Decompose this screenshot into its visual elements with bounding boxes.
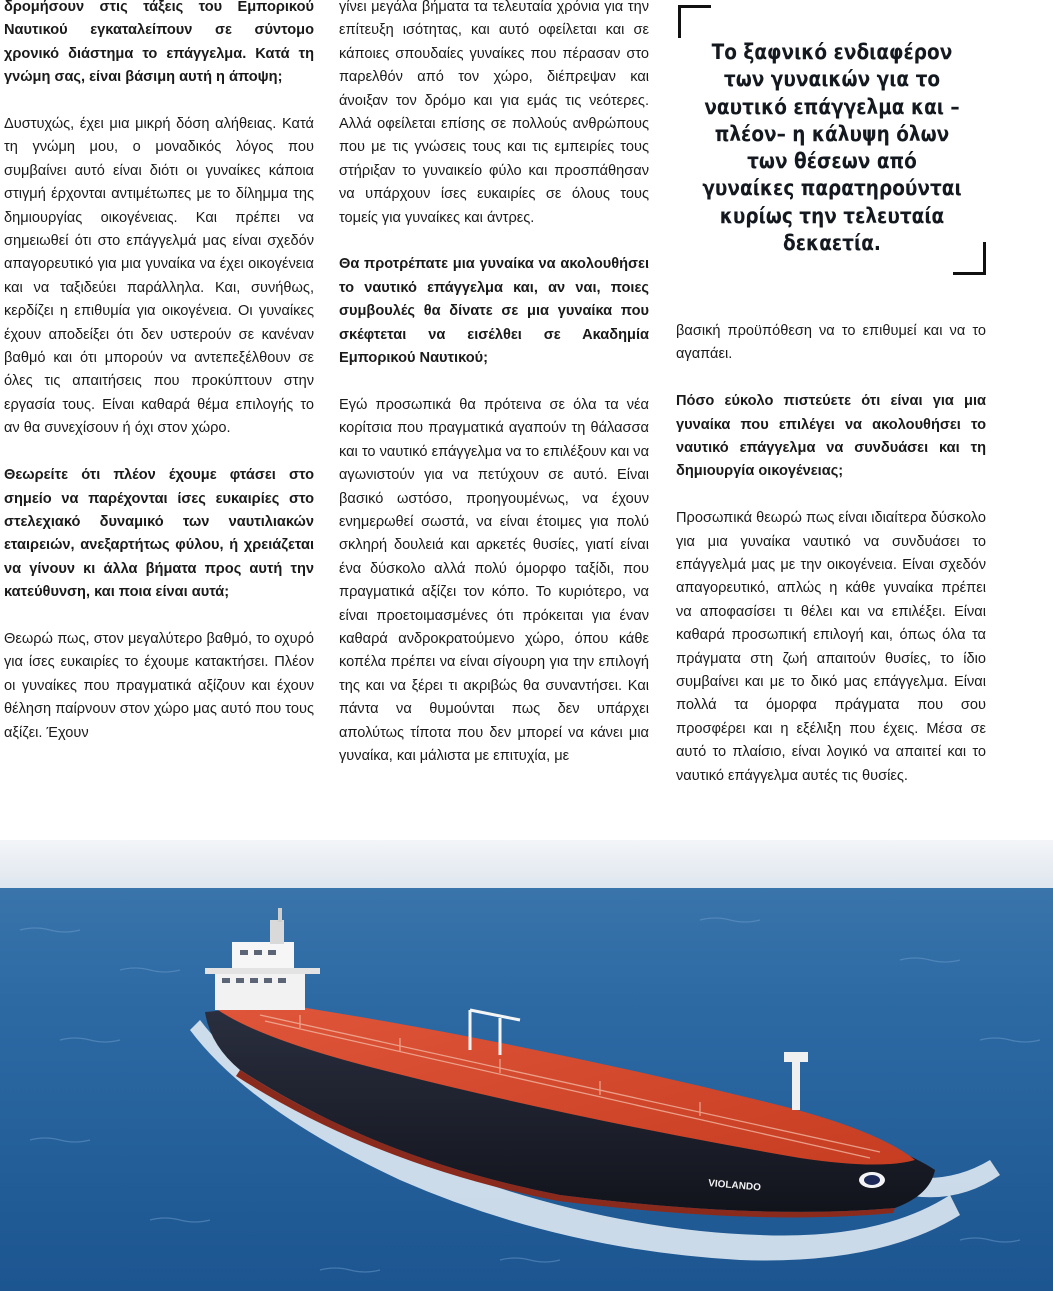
- interview-question: Θα προτρέπατε μια γυναίκα να ακολουθήσει το ναυτικό επάγγελμα και, αν ναι, ποιες συμβουλές θα δίνατε σε μια γυναίκα που σκέφτεται να εισέλθει σε Ακαδημία Εμπορικού Ναυτικού;: [339, 256, 649, 367]
- quote-corner-bottom-right: [953, 242, 986, 275]
- interview-answer: Προσωπικά θεωρώ πως είναι ιδιαίτερα δύσκολο για μια γυναίκα ναυτικό να συνδυάσει το επάγγελμά μας με την οικογένεια. Είναι σχεδόν απαγορευτικό, απλώς η κάθε γυναίκα πρέπει να αποφασίσει τι θέλει και να επιλέξει. Είναι καθαρά προσωπική επιλογή και, όπως όλα τα πράγματα στη ζωή απαιτούν θυσίες, το ίδιο συμβαίνει και με το δικό μας επάγγελμα. Είναι πολλά τα όμορφα πράγματα που σου προσφέρει και η εξέλιξη που έχεις. Μέσα σε αυτό το πλαίσιο, είναι λογικό να απαιτεί και το ναυτικό επάγγελμα αυτές τις θυσίες.: [676, 510, 986, 784]
- article-column-3: [676, 320, 986, 811]
- pull-quote-text: Το ξαφνικό ενδιαφέρον των γυναικών για το ναυτικό επάγγελμα και –πλέον– η κάλυψη όλων των θέσεων από γυναίκες παρατηρούνται κυρίως την τελευταία δεκαετία.: [702, 40, 962, 257]
- interview-question: Πόσο εύκολο πιστεύετε ότι είναι για μια γυναίκα που επιλέγει να ακολουθήσει το ναυτικό επάγγελμα να συνδυάσει και τη δημιουργία οικογένειας;: [676, 393, 986, 480]
- article-column-1: [4, 0, 314, 768]
- interview-question: δρομήσουν στις τάξεις του Εμπορικού Ναυτικού εγκαταλείπουν σε σύντομο χρονικό διάστημα το επάγγελμα. Κατά τη γνώμη σας, είναι βάσιμη αυτή η άποψη;: [4, 0, 314, 86]
- ship-name-label: VIOLANDO: [707, 1178, 762, 1194]
- interview-answer: γίνει μεγάλα βήματα τα τελευταία χρόνια για την επίτευξη ισότητας, και αυτό οφείλεται και σε κάποιες σπουδαίες γυναίκες που πέρασαν στο παρελθόν από τον χώρο, διέπρεψαν και άνοιξαν τον δρόμο και για εμάς τις νεότερες. Αλλά οφείλεται επίσης σε πολλούς ανθρώπους που με τις γνώσεις τους και τις εμπειρίες τους στήριξαν το γυναικείο φύλο και προσπάθησαν να υπάρχουν ίσες ευκαιρίες σε όλους τους τομείς για γυναίκες και άντρες.: [339, 0, 649, 226]
- interview-answer: Εγώ προσωπικά θα πρότεινα σε όλα τα νέα κορίτσια που πραγματικά αγαπούν τη θάλασσα και το ναυτικό επάγγελμα να το επιλέξουν και να αγωνιστούν για να πετύχουν σε αυτό. Είναι βασικό ωστόσο, προηγουμένως, να έχουν ενημερωθεί σωστά, να είναι έτοιμες για πολύ σκληρή δουλειά και αρκετές θυσίες, γιατί είναι ένα δύσκολο αλλά πολύ όμορφο ταξίδι, που πραγματικά αξίζει τον κόπο. Το κυριότερο, να είναι προετοιμασμένες ότι πρόκειται για έναν καθαρά ανδροκρατούμενο χώρο, όπου κάθε κοπέλα πρέπει να είναι σίγουρη για την επιλογή της και να ξέρει τι ακριβώς θα συναντήσει. Και πάντα να θυμούνται πως δεν υπάρχει απολύτως τίποτα που δεν μπορεί να κάνει μια γυναίκα, και μάλιστα με επιτυχία, με: [339, 396, 650, 764]
- interview-answer: βασική προϋπόθεση να το επιθυμεί και να το αγαπάει.: [676, 323, 986, 363]
- interview-question: Θεωρείτε ότι πλέον έχουμε φτάσει στο σημείο να παρέχονται ίσες ευκαιρίες στο στελεχιακό δυναμικό των ναυτιλιακών εταιρειών, ανεξαρτήτως φύλου, ή χρειάζεται να γίνουν κι άλλα βήματα προς αυτή την κατεύθυνση, και ποια είναι αυτά;: [4, 467, 314, 601]
- tanker-ship-photo: [0, 840, 1053, 1291]
- article-column-2: [339, 0, 649, 792]
- quote-corner-top-left: [678, 5, 711, 38]
- sky: [0, 840, 1053, 888]
- interview-answer: Δυστυχώς, έχει μια μικρή δόση αλήθειας. Κατά τη γνώμη μου, ο μοναδικός λόγος που συμβαίνει αυτό είναι διότι οι γυναίκες κάποια στιγμή έρχονται αντιμέτωπες με το δίλημμα της δημιουργίας οικογένειας. Και πρέπει να σημειωθεί ότι στο επάγγελμά μας είναι σχεδόν απαγορευτικό για μια γυναίκα να έχει οικογένεια και να ταξιδεύει παράλληλα. Και, συνήθως, κερδίζει η επιθυμία για οικογένεια. Οι γυναίκες έχουν αποδείξει ότι δεν υστερούν σε κανέναν βαθμό και ότι μπορούν να αντεπεξέλθουν σε όλες τις απαιτήσεις που προκύπτουν στην εργασία τους. Είναι καθαρά θέμα επιλογής το αν θα συνεχίσουν ή όχι στον χώρο.: [4, 116, 314, 437]
- interview-answer: Θεωρώ πως, στον μεγαλύτερο βαθμό, το οχυρό για ίσες ευκαιρίες το έχουμε κατακτήσει. Πλέον οι γυναίκες που πραγματικά αξίζουν και έχουν θέληση παίρνουν στον χώρο μας αυτό που τους αξίζει. Έχουν: [4, 630, 314, 741]
- bow-emblem: [859, 1172, 885, 1188]
- pull-quote: [678, 5, 986, 275]
